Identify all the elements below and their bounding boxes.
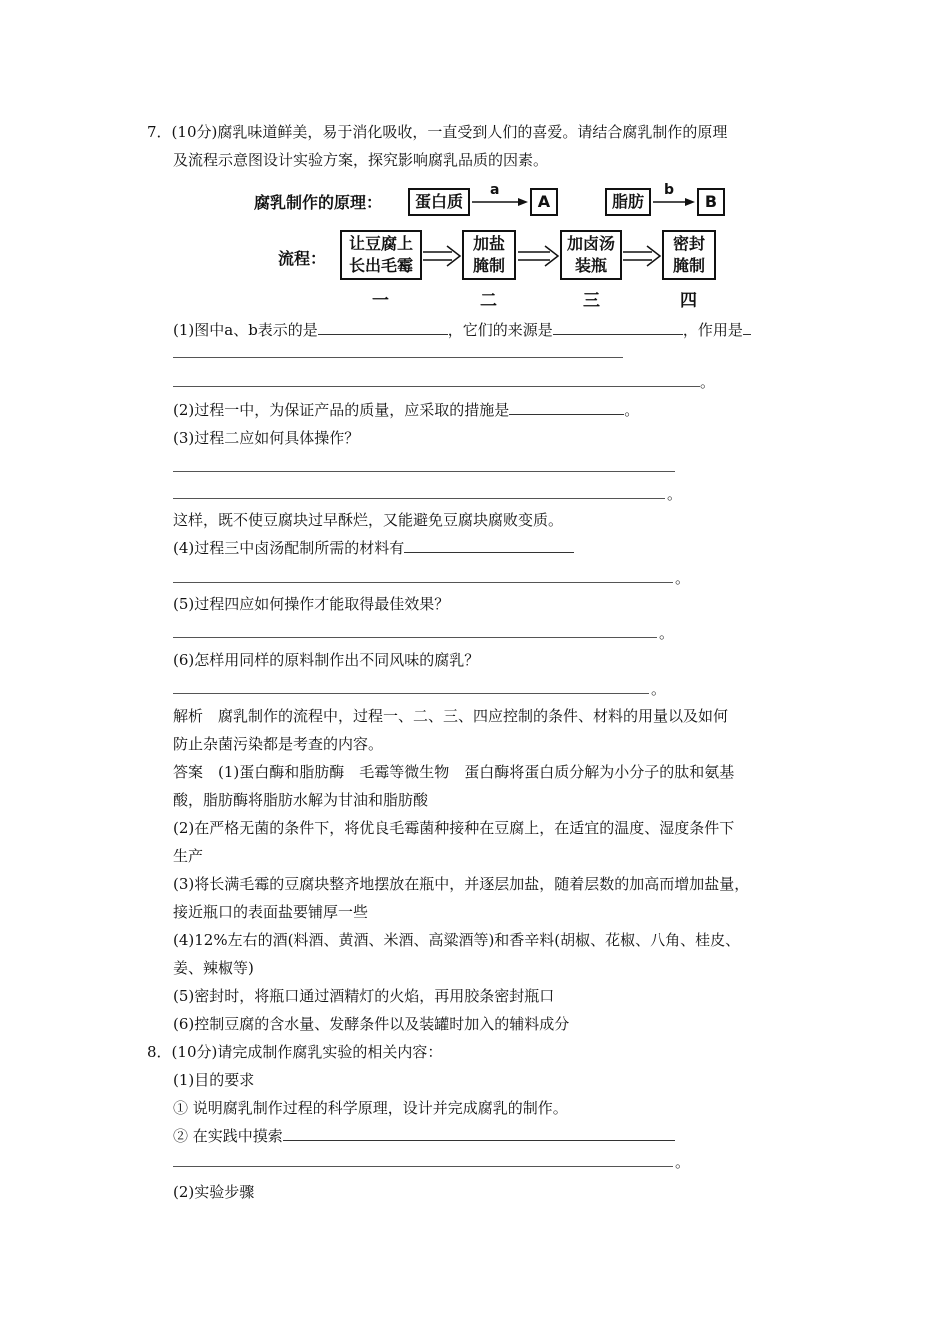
flow-arrow-2	[518, 246, 558, 266]
q7-part1	[173, 320, 751, 340]
protein-box: 蛋白质	[408, 188, 470, 216]
tofu-process-diagram	[240, 180, 740, 310]
answer-blank-1c[interactable]	[743, 320, 751, 335]
answer-blank-2[interactable]	[509, 400, 624, 415]
answer-line-3b[interactable]	[173, 498, 665, 499]
answer-blank-1b[interactable]	[553, 320, 683, 335]
answer-line-1a[interactable]	[173, 357, 623, 358]
answer-blank-8a[interactable]	[283, 1126, 675, 1141]
q7-part6: (6)怎样用同样的原料制作出不同风味的腐乳？	[173, 651, 480, 669]
flow-arrow-1	[423, 246, 460, 266]
answer-line7: (4)12%左右的酒(料酒、黄酒、米酒、高粱酒等)和香辛料(胡椒、花椒、八角、桂皮、	[173, 931, 741, 949]
arrow-b-label: b	[664, 182, 675, 198]
q8-section2: (2)实验步骤	[173, 1183, 255, 1201]
period-6: 。	[651, 680, 667, 698]
analysis-line2: 防止杂菌污染都是考查的内容。	[173, 735, 384, 753]
q7-part5: (5)过程四应如何操作才能取得最佳效果？	[173, 595, 450, 613]
q7-part4-text: (4)过程三中卤汤配制所需的材料有	[173, 539, 405, 557]
analysis-line1: 解析 腐乳制作的流程中，过程一、二、三、四应控制的条件、材料的用量以及如何	[173, 707, 729, 725]
fat-box: 脂肪	[605, 188, 651, 216]
q8-stem: 8．(10分)请完成制作腐乳实验的相关内容：	[147, 1043, 443, 1061]
answer-line1: 答案 (1)蛋白酶和脂肪酶 毛霉等微生物 蛋白酶将蛋白质分解为小分子的肽和氨基	[173, 763, 735, 781]
answer-line3: (2)在严格无菌的条件下，将优良毛霉菌种接种在豆腐上，在适宜的温度、湿度条件下	[173, 819, 735, 837]
box-b: B	[697, 188, 725, 216]
q8-item2	[173, 1126, 675, 1146]
step-box-4: 密封 腌制	[662, 230, 716, 280]
step-number-1: 一	[372, 291, 389, 311]
q7-part1-text-c: ，作用是	[682, 321, 743, 339]
answer-line-1b[interactable]	[173, 386, 700, 387]
answer-line-4[interactable]	[173, 582, 673, 583]
q7-part2-text: (2)过程一中，为保证产品的质量，应采取的措施是	[173, 401, 510, 419]
answer-line5: (3)将长满毛霉的豆腐块整齐地摆放在瓶中，并逐层加盐，随着层数的加高而增加盐量，	[173, 875, 750, 893]
answer-line8: 姜、辣椒等)	[173, 959, 254, 977]
arrow-a-label: a	[490, 182, 500, 198]
q7-part3-tail: 这样，既不使豆腐块过早酥烂，又能避免豆腐块腐败变质。	[173, 511, 564, 529]
answer-line10: (6)控制豆腐的含水量、发酵条件以及装罐时加入的辅料成分	[173, 1015, 570, 1033]
q7-stem-line1: 7．(10分)腐乳味道鲜美，易于消化吸收，一直受到人们的喜爱。请结合腐乳制作的原理	[147, 123, 728, 141]
period-5: 。	[659, 624, 675, 642]
arrow-b-head	[685, 198, 695, 206]
answer-line2: 酸，脂肪酶将脂肪水解为甘油和脂肪酸	[173, 791, 429, 809]
q7-part4	[173, 538, 574, 558]
answer-line9: (5)密封时，将瓶口通过酒精灯的火焰，再用胶条密封瓶口	[173, 987, 555, 1005]
q7-part1-text-a: (1)图中a、b表示的是	[173, 321, 318, 339]
q8-item1: ① 说明腐乳制作过程的科学原理，设计并完成腐乳的制作。	[173, 1099, 568, 1117]
period-4: 。	[675, 569, 691, 587]
q8-section1: (1)目的要求	[173, 1071, 255, 1089]
answer-blank-1a[interactable]	[318, 320, 448, 335]
step-box-3: 加卤汤 装瓶	[560, 230, 622, 280]
step-number-2: 二	[480, 291, 497, 311]
step-number-4: 四	[680, 291, 697, 311]
period-2: 。	[624, 401, 640, 419]
step-number-3: 三	[583, 291, 600, 311]
q7-part1-text-b: ，它们的来源是	[447, 321, 553, 339]
period-1: 。	[700, 373, 716, 391]
period-8: 。	[675, 1153, 691, 1171]
q7-part2	[173, 400, 639, 420]
period-3: 。	[667, 485, 683, 503]
q7-stem-line2: 及流程示意图设计实验方案，探究影响腐乳品质的因素。	[173, 151, 549, 169]
box-a: A	[530, 188, 558, 216]
arrow-a-head	[518, 198, 528, 206]
step-box-2: 加盐 腌制	[462, 230, 516, 280]
q7-part3: (3)过程二应如何具体操作？	[173, 429, 360, 447]
answer-line6: 接近瓶口的表面盐要铺厚一些	[173, 903, 369, 921]
answer-line4: 生产	[173, 847, 204, 865]
answer-line-3a[interactable]	[173, 471, 675, 472]
answer-line-8[interactable]	[173, 1166, 673, 1167]
flow-label: 流程：	[278, 249, 327, 268]
answer-line-6[interactable]	[173, 693, 649, 694]
answer-blank-4[interactable]	[404, 538, 574, 553]
step-box-1: 让豆腐上 长出毛霉	[340, 230, 422, 280]
principle-label: 腐乳制作的原理：	[254, 193, 383, 212]
answer-line-5[interactable]	[173, 637, 657, 638]
flow-arrow-3	[623, 246, 660, 266]
q8-item2-text: ② 在实践中摸索	[173, 1127, 283, 1145]
